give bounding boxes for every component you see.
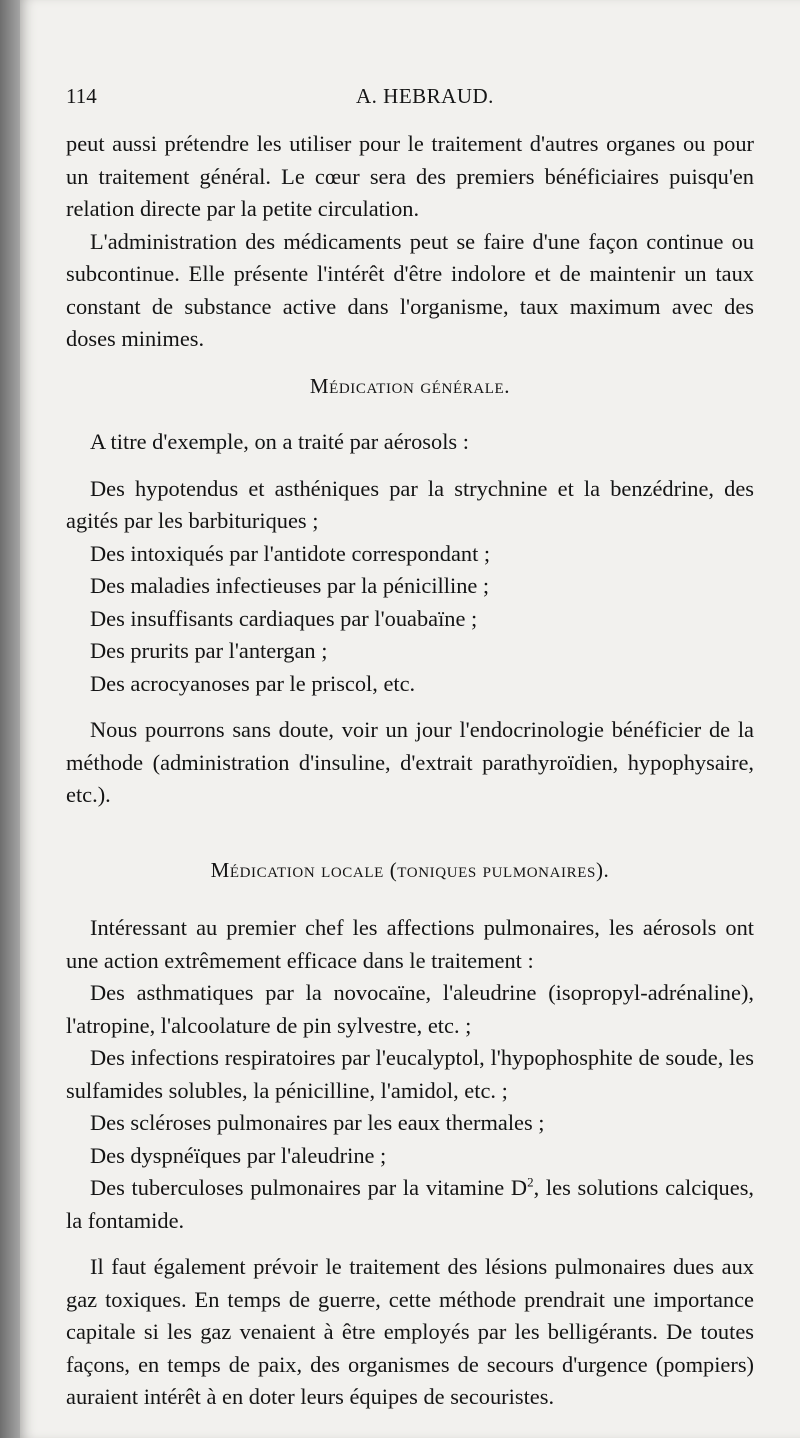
list-item: Des intoxiqués par l'antidote correspondant ; [90,540,491,566]
page-header [66,84,766,114]
paragraph-administration: L'administration des médicaments peut se faire d'une façon continue ou subcontinue. Elle présente l'intérêt d'être indolore et de maintenir un taux constant de substance active dans l'organisme, taux maximum avec des doses minimes. [66,228,754,351]
superscript: 2 [527,1174,534,1190]
paragraph-continuation: peut aussi prétendre les utiliser pour le traitement d'autres organes ou pour un traitement général. Le cœur sera des premiers bénéficiaires puisqu'en relation directe par la petite circulation. [66,131,754,221]
running-head: A. HEBRAUD. [356,84,494,108]
list-item-text: Des tuberculoses pulmonaires par la vitamine D [90,1175,528,1200]
section-intro-local: Intéressant au premier chef les affections pulmonaires, les aérosols ont une action extrêmement efficace dans le traitement : [66,915,754,973]
list-item: Des prurits par l'antergan ; [90,638,328,663]
list-item [66,1172,754,1237]
list-item: Des dyspnéïques par l'aleudrine ; [90,1142,387,1168]
list-item-text: , les solutions calciques, la fontamide. [66,1175,755,1233]
book-page [20,0,800,1438]
list-item: Des insuffisants cardiaques par l'ouabaïne ; [90,605,478,631]
section-intro-general: A titre d'exemple, on a traité par aérosols : [90,429,469,454]
list-item: Des asthmatiques par la novocaïne, l'aleudrine (isopropyl-adrénaline), l'atropine, l'alcoolature de pin sylvestre, etc. ; [66,980,754,1038]
list-item: Des maladies infectieuses par la pénicilline ; [90,573,490,598]
paragraph-toxic-gases: Il faut également prévoir le traitement des lésions pulmonaires dues aux gaz toxiques. En temps de guerre, cette méthode prendrait une importance capitale si les gaz venaient à être employés par les belligérants. De toutes façons, en temps de paix, des organismes de secours d'urgence (pompiers) auraient intérêt à en doter leurs équipes de secouristes. [66,1254,754,1409]
list-item: Des hypotendus et asthéniques par la strychnine et la benzédrine, des agités par les barbituriques ; [66,475,754,533]
list-item: Des infections respiratoires par l'eucalyptol, l'hypophosphite de soude, les sulfamides solubles, la pénicilline, l'amidol, etc. ; [66,1045,754,1103]
list-item: Des scléroses pulmonaires par les eaux thermales ; [90,1110,545,1135]
page-body [66,128,754,1414]
list-item: Des acrocyanoses par le priscol, etc. [90,670,416,696]
section-heading-general: Médication générale. [309,373,511,398]
book-gutter [0,0,20,1438]
section-heading-local: Médication locale (toniques pulmonaires). [210,857,610,882]
paragraph-endocrinology: Nous pourrons sans doute, voir un jour l'endocrinologie bénéficier de la méthode (administration d'insuline, d'extrait parathyroïdien, hypophysaire, etc.). [66,717,754,807]
page-number: 114 [66,84,97,108]
